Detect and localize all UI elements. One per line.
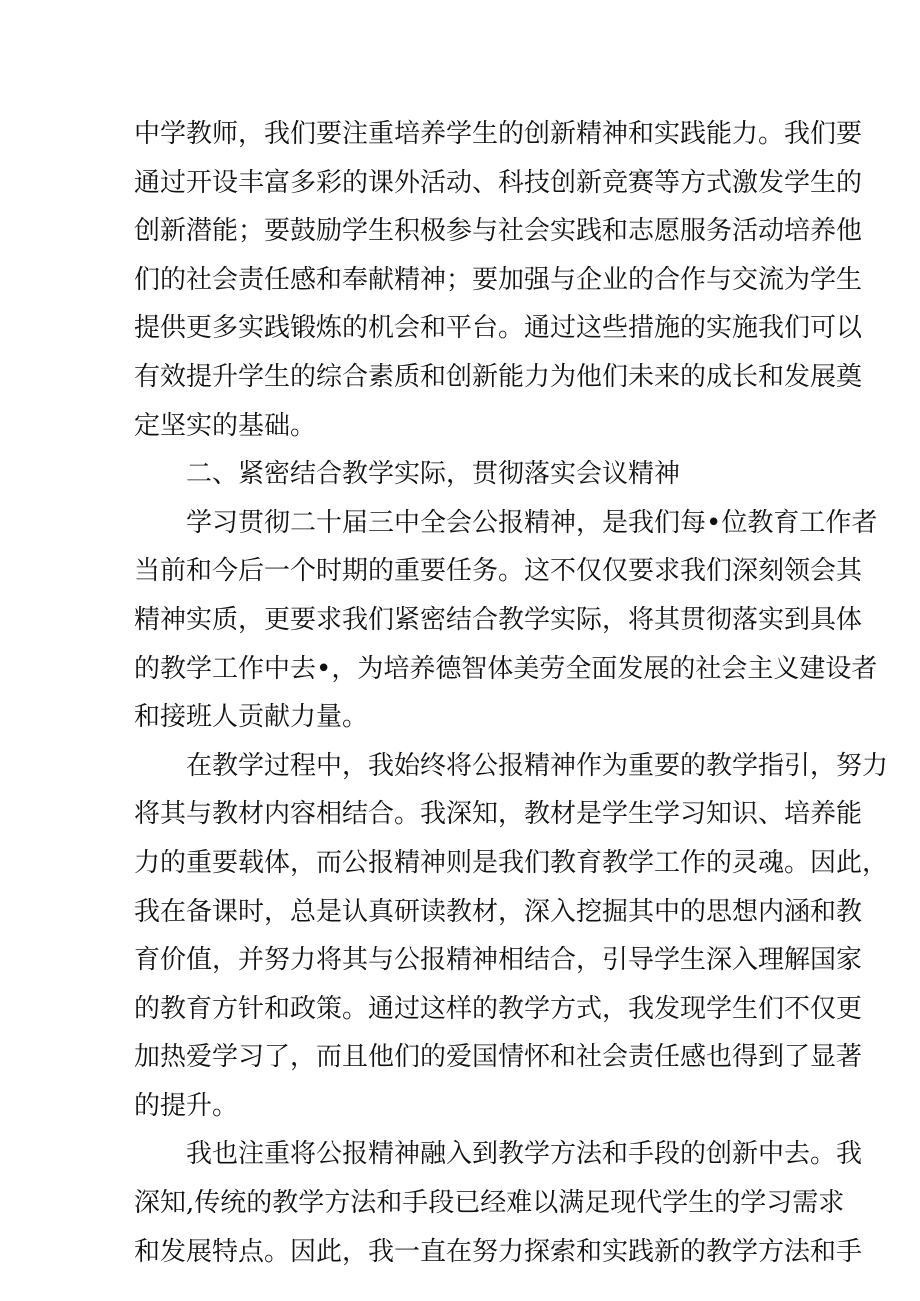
paragraph-3	[134, 742, 889, 1131]
text-line: 中学教师，我们要注重培养学生的创新精神和实践能力。我们要	[134, 119, 863, 149]
section-heading	[134, 450, 794, 499]
text-line: 定坚实的基础。	[134, 410, 317, 441]
paragraph-1	[134, 110, 863, 450]
text-line: 的教育方针和政策。通过这样的教学方式，我发现学生们不仅更	[134, 993, 863, 1024]
text-line: 创新潜能；要鼓励学生积极参与社会实践和志愿服务活动培养他	[134, 216, 863, 247]
text-line: 和发展特点。因此，我一直在努力探索和实践新的教学方法和手	[134, 1236, 863, 1267]
text-line: 我也注重将公报精神融入到教学方法和手段的创新中去。我	[186, 1139, 863, 1170]
text-line: 将其与教材内容相结合。我深知，教材是学生学习知识、培养能	[134, 799, 863, 830]
text-line: 们的社会责任感和奉献精神；要加强与企业的合作与交流为学生	[134, 264, 863, 295]
text-line: 学习贯彻二十届三中全会公报精神，是我们每•位教育工作者	[186, 507, 878, 538]
text-line: 通过开设丰富多彩的课外活动、科技创新竞赛等方式激发学生的	[134, 167, 863, 198]
text-line: 深知,传统的教学方法和手段已经难以满足现代学生的学习需求	[134, 1188, 845, 1219]
text-line: 加热爱学习了，而且他们的爱国情怀和社会责任感也得到了显著	[134, 1042, 863, 1073]
paragraph-2	[134, 499, 878, 742]
paragraph-4	[134, 1130, 863, 1276]
text-line: 当前和今后一个时期的重要任务。这不仅仅要求我们深刻领会其	[134, 556, 863, 587]
text-line: 的提升。	[134, 1090, 239, 1121]
text-line: 精神实质，更要求我们紧密结合教学实际，将其贯彻落实到具体	[134, 604, 863, 635]
text-line: 的教学工作中去•，为培养德智体美劳全面发展的社会主义建设者	[134, 653, 878, 684]
text-line: 力的重要载体，而公报精神则是我们教育教学工作的灵魂。因此，	[134, 847, 889, 878]
text-line: 提供更多实践锻炼的机会和平台。通过这些措施的实施我们可以	[134, 313, 863, 344]
text-line: 和接班人贡献力量。	[134, 702, 369, 733]
heading-text: 二、紧密结合教学实际，贯彻落实会议精神	[186, 459, 681, 490]
text-line: 育价值，并努力将其与公报精神相结合，引导学生深入理解国家	[134, 945, 863, 976]
text-line: 我在备课时，总是认真研读教材，深入挖掘其中的思想内涵和教	[134, 896, 863, 927]
text-line: 在教学过程中，我始终将公报精神作为重要的教学指引，努力	[186, 750, 889, 781]
document-body	[134, 110, 889, 1276]
text-line: 有效提升学生的综合素质和创新能力为他们未来的成长和发展奠	[134, 361, 863, 392]
